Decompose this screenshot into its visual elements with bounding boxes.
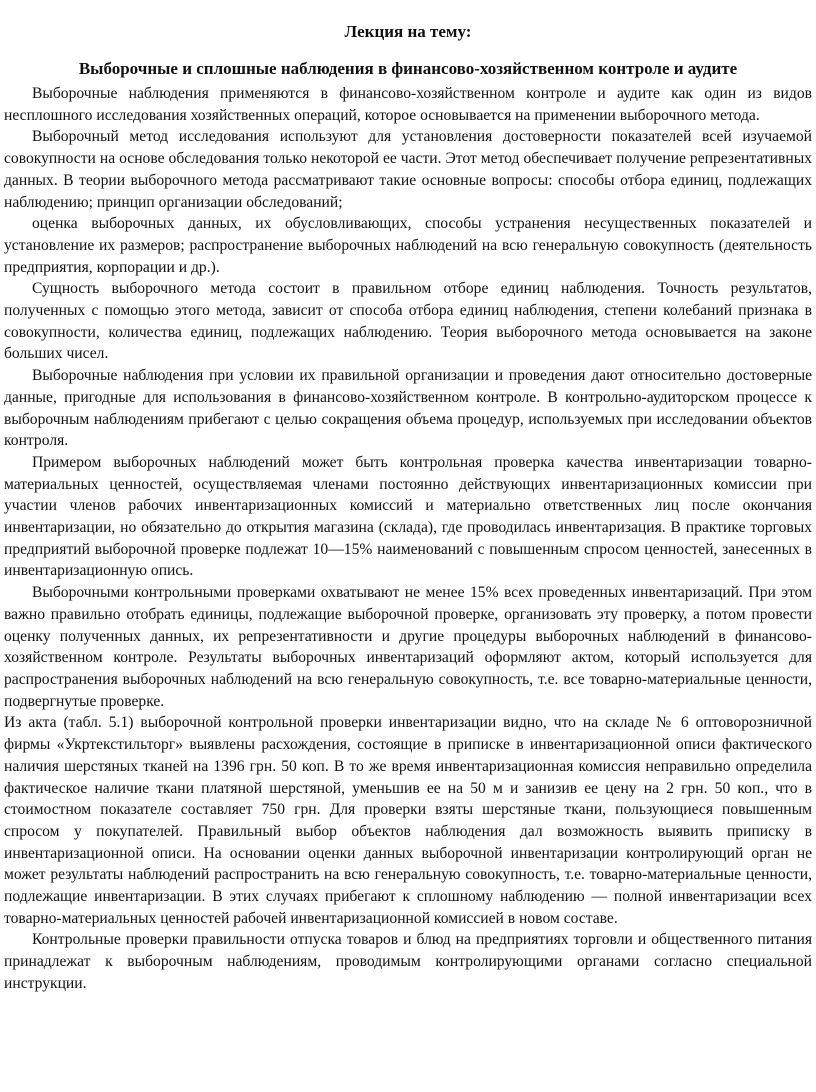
paragraph-8: Из акта (табл. 5.1) выборочной контрольной проверки инвентаризации видно, что на складе № 6 оптоворозничной фирмы «Укртекстильторг» выявлены расхождения, состоящие в приписке в инвентаризационной описи фактического наличия шерстяных тканей на 1396 грн. 50 коп. В то же время инвентаризационная комиссия неправильно определила фактическое наличие ткани платяной шерстяной, уменьшив ее на 50 м и занизив ее цену на 2 грн. 50 коп., что в стоимостном показателе составляет 750 грн. Для проверки взяты шерстяные ткани, пользующиеся повышенным спросом у покупателей. Правильный выбор объектов наблюдения дал возможность выявить приписку в инвентаризационной описи. На основании оценки данных выборочной инвентаризации контролирующий орган не может результаты наблюдений распространить на всю генеральную совокупность, т.е. товарно-материальные ценности, подлежащие инвентаризации. В этих случаях прибегают к сплошному наблюдению — полной инвентаризации всех товарно-материальных ценностей рабочей инвентаризационной комиссией в новом составе. (4, 714, 812, 927)
paragraph-5: Выборочные наблюдения при условии их правильной организации и проведения дают относительно достоверные данные, пригодные для использования в финансово-хозяйственном контроле. В контрольно-аудиторском процессе к выборочным наблюдениям прибегают с целью сокращения объема процедур, используемых при исследовании объектов контроля. (4, 367, 812, 450)
paragraph-7: Выборочными контрольными проверками охватывают не менее 15% всех проведенных инвентаризаций. При этом важно правильно отобрать единицы, подлежащие выборочной проверке, организовать эту проверку, а потом провести оценку полученных данных, их репрезентативности и другие процедуры выборочных наблюдений в финансово-хозяйственном контроле. Результаты выборочных инвентаризаций оформляют актом, который используется для распространения выборочных наблюдений на всю генеральную совокупность, т.е. все товарно-материальные ценности, подвергнутые проверке. (4, 584, 812, 710)
paragraph-3: оценка выборочных данных, их обусловливающих, способы устранения несущественных показателей и установление их размеров; распространение выборочных наблюдений на всю генеральную совокупность (деятельность предприятия, корпорации и др.). (4, 215, 812, 276)
paragraph-1: Выборочные наблюдения применяются в финансово-хозяйственном контроле и аудите как один из видов несплошного исследования хозяйственных операций, которое основывается на применении выборочного метода. (4, 85, 812, 124)
lecture-topic-title: Выборочные и сплошные наблюдения в финансово-хозяйственном контроле и аудите (78, 59, 738, 78)
paragraph-9: Контрольные проверки правильности отпуска товаров и блюд на предприятиях торговли и общественного питания принадлежат к выборочным наблюдениям, проводимым контролирующими органами согласно специальной инструкции. (4, 931, 812, 992)
paragraph-2: Выборочный метод исследования используют для установления достоверности показателей всей изучаемой совокупности на основе обследования только некоторой ее части. Этот метод обеспечивает получение репрезентативных данных. В теории выборочного метода рассматривают такие основные вопросы: способы отбора единиц, подлежащих наблюдению; принцип организации обследований; (4, 128, 812, 211)
paragraph-6: Примером выборочных наблюдений может быть контрольная проверка качества инвентаризации товарно-материальных ценностей, осуществляемая членами постоянно действующих инвентаризационных комиссии при участии членов рабочих инвентаризационных комиссий и материально ответственных лиц после окончания инвентаризации, но обязательно до открытия магазина (склада), где проводилась инвентаризация. В практике торговых предприятий выборочной проверке подлежат 10—15% наименований с повышенным спросом ценностей, занесенных в инвентаризационную опись. (4, 453, 812, 580)
paragraph-4: Сущность выборочного метода состоит в правильном отборе единиц наблюдения. Точность результатов, полученных с помощью этого метода, зависит от способа отбора единиц наблюдения, степени колебаний признака в совокупности, количества единиц, подлежащих наблюдению. Теория выборочного метода основывается на законе больших чисел. (4, 280, 812, 363)
body-text (4, 83, 812, 995)
lecture-heading: Лекция на тему: (344, 22, 472, 41)
